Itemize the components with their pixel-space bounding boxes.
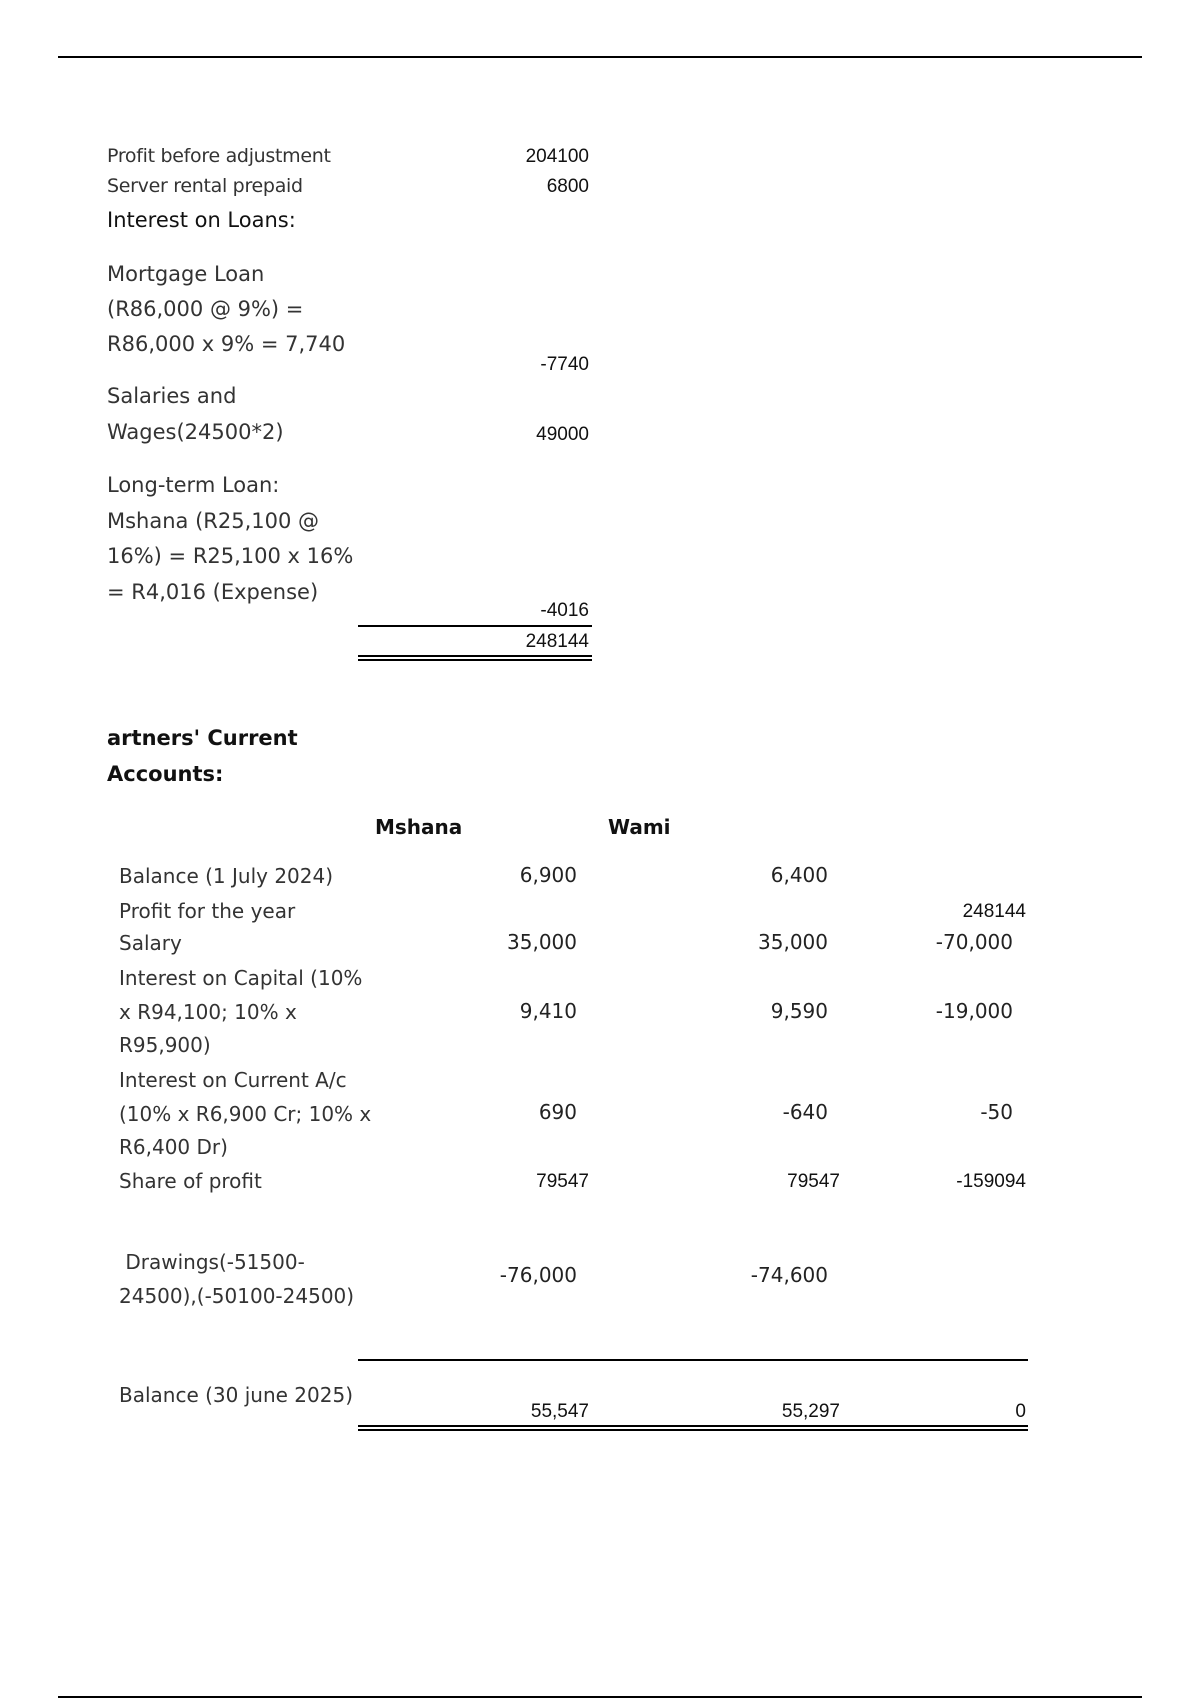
mortgage-line-3: R86,000 x 9% = 7,740 [107,332,346,356]
row-interest-capital-line-2: x R94,100; 10% x [119,1000,297,1024]
row-drawings-line-2: 24500),(-50100-24500) [119,1284,355,1308]
profit-before-label: Profit before adjustment [107,145,331,167]
row-interest-current-line-1: Interest on Current A/c [119,1068,347,1092]
row-balance-open-wami: 6,400 [770,863,828,887]
row-share-profit-wami: 79547 [787,1171,840,1192]
row-salary-wami: 35,000 [758,930,828,954]
row-interest-current-line-2: (10% x R6,900 Cr; 10% x [119,1102,372,1126]
row-drawings-line-1: Drawings(-51500- [119,1250,305,1274]
row-drawings-wami: -74,600 [750,1263,828,1287]
row-interest-current-wami: -640 [782,1100,828,1124]
row-balance-close-label: Balance (30 june 2025) [119,1383,354,1407]
interest-on-loans-heading: Interest on Loans: [107,208,296,232]
server-rental-label: Server rental prepaid [107,175,303,197]
current-accounts-heading-line-1: artners' Current [107,726,298,750]
row-share-profit-label: Share of profit [119,1169,262,1193]
column-header-mshana: Mshana [375,815,463,839]
salaries-line-2: Wages(24500*2) [107,420,284,444]
longterm-line-1: Long-term Loan: [107,473,280,497]
row-interest-current-line-3: R6,400 Dr) [119,1135,228,1159]
row-share-profit-mshana: 79547 [536,1171,589,1192]
row-balance-open-label: Balance (1 July 2024) [119,864,334,888]
row-salary-label: Salary [119,931,182,955]
server-rental-value: 6800 [546,176,589,197]
mortgage-value: -7740 [540,354,589,375]
column-header-wami: Wami [608,815,671,839]
subtotal-rule [358,625,592,627]
row-drawings-mshana: -76,000 [499,1263,577,1287]
row-interest-capital-mshana: 9,410 [519,999,577,1023]
salaries-value: 49000 [536,424,589,445]
row-profit-total: 248144 [962,901,1026,922]
row-share-profit-total: -159094 [956,1171,1026,1192]
row-interest-capital-line-3: R95,900) [119,1033,211,1057]
row-balance-close-wami: 55,297 [781,1401,840,1422]
top-rule [58,56,1142,58]
row-profit-label: Profit for the year [119,899,296,923]
row-balance-open-mshana: 6,900 [519,863,577,887]
row-balance-close-mshana: 55,547 [530,1401,589,1422]
row-salary-mshana: 35,000 [507,930,577,954]
longterm-value: -4016 [540,600,589,621]
current-accounts-heading-line-2: Accounts: [107,762,224,786]
row-balance-close-total: 0 [1015,1401,1026,1422]
longterm-line-4: = R4,016 (Expense) [107,580,319,604]
total-double-rule [358,655,592,661]
row-interest-current-mshana: 690 [538,1100,577,1124]
bottom-rule [58,1696,1142,1698]
adjusted-profit-total: 248144 [525,631,589,652]
salaries-line-1: Salaries and [107,384,237,408]
row-interest-capital-wami: 9,590 [770,999,828,1023]
closing-top-rule [358,1359,1028,1361]
row-interest-current-total: -50 [980,1100,1013,1124]
longterm-line-2: Mshana (R25,100 @ [107,509,320,533]
profit-before-value: 204100 [525,146,589,167]
row-interest-capital-line-1: Interest on Capital (10% [119,966,363,990]
row-interest-capital-total: -19,000 [935,999,1013,1023]
closing-double-rule [358,1425,1028,1431]
longterm-line-3: 16%) = R25,100 x 16% [107,544,354,568]
mortgage-line-2: (R86,000 @ 9%) = [107,297,304,321]
mortgage-line-1: Mortgage Loan [107,262,265,286]
row-salary-total: -70,000 [935,930,1013,954]
